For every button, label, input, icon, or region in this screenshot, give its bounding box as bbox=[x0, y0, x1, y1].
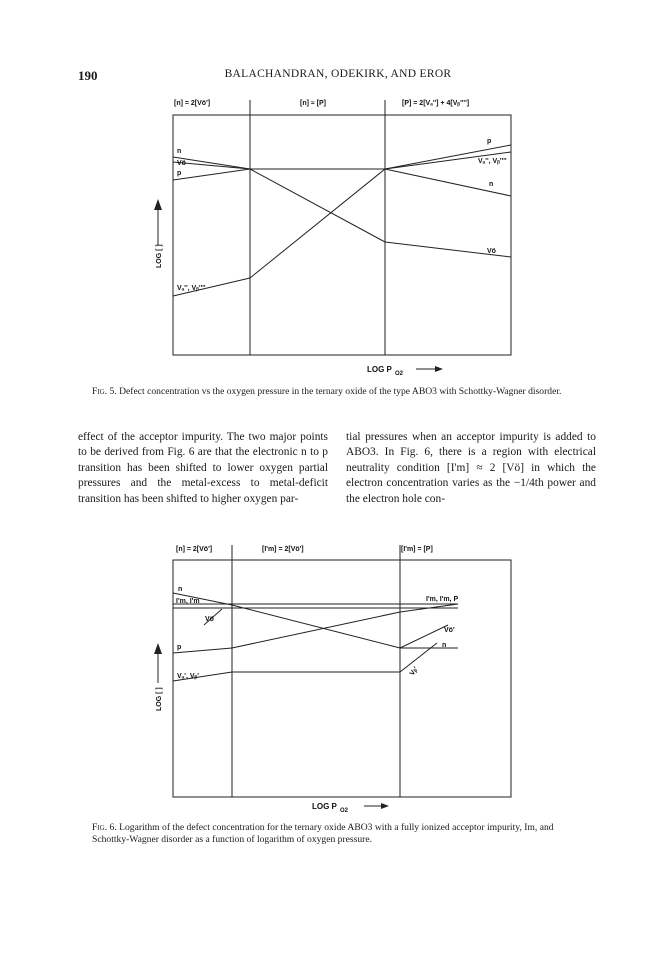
fig6-curve-label-vo-right: Vö' bbox=[444, 627, 455, 634]
fig5-frame bbox=[173, 115, 511, 355]
fig5-curve-label-va: Vₐ'', Vᵦ'''' bbox=[177, 285, 206, 292]
left-column-paragraph: effect of the acceptor impurity. The two major points to be derived from Fig. 6 are that the electronic n to p transition has been shifted to lower oxygen partial pressures and the metal-excess to metal-deficit transition has been shifted to higher oxygen par- bbox=[78, 431, 328, 505]
fig5-region-label-3: [P] = 2[Vₐ''] + 4[Vᵦ''''] bbox=[402, 100, 470, 107]
fig6-region-label-1: [n] = 2[Vö'] bbox=[176, 546, 213, 553]
fig5-region-label-1: [n] = 2[Vö'] bbox=[174, 100, 211, 107]
fig5-caption-text: Defect concentration vs the oxygen pressure in the ternary oxide of the type ABO3 with Schottky-Wagner disorder. bbox=[119, 386, 562, 397]
fig6-frame bbox=[173, 560, 511, 797]
fig6-curve-label-vb-right: Vᵦ' bbox=[408, 665, 420, 678]
fig6-region-label-2: [I'm] = 2[Vö'] bbox=[262, 546, 304, 553]
fig5-curve-va-mid bbox=[250, 169, 385, 278]
fig6-curve-label-n-right: n bbox=[442, 642, 447, 649]
fig5-curve-label-p-right: p bbox=[487, 138, 492, 145]
fig6-x-arrow-head bbox=[381, 803, 389, 809]
figure-5-diagram bbox=[0, 96, 672, 386]
fig6-caption-text: Logarithm of the defect concentration for the ternary oxide ABO3 with a fully ionized acceptor impurity, Im, and Schottky-Wagner disorder as a function of logarithm of oxygen pressure. bbox=[92, 822, 554, 845]
fig6-curve-label-im: I'm, I'm bbox=[176, 598, 200, 605]
fig6-curve-label-vo: Vö bbox=[205, 616, 214, 623]
fig5-y-arrow-head bbox=[154, 199, 162, 210]
fig6-curve-label-im-right: I'm, I'm, P bbox=[426, 596, 459, 603]
fig6-curve-va-right bbox=[400, 643, 437, 672]
fig5-region-label-2: [n] ≈ [P] bbox=[300, 100, 327, 107]
fig5-curve-p-right bbox=[385, 145, 511, 169]
fig5-curve-label-vo-right: Vö bbox=[487, 248, 496, 255]
fig6-region-label-3: [I'm] = [P] bbox=[401, 546, 433, 553]
fig5-x-axis-label: LOG P bbox=[367, 365, 392, 374]
fig5-curve-n-mid bbox=[250, 169, 385, 242]
text-column-left bbox=[78, 430, 328, 507]
figure-6-diagram bbox=[0, 540, 672, 815]
fig5-curve-label-p: p bbox=[177, 170, 182, 177]
fig5-caption-label: Fig. 5. bbox=[92, 386, 117, 397]
fig6-x-axis-label: LOG P bbox=[312, 802, 337, 811]
fig5-curve-p-left bbox=[173, 169, 250, 180]
fig6-curve-vo-right bbox=[400, 625, 448, 648]
running-title: BALACHANDRAN, ODEKIRK, AND EROR bbox=[224, 68, 452, 80]
fig5-curve-label-vo: Vö bbox=[177, 160, 186, 167]
fig6-curve-label-p: p bbox=[177, 644, 182, 651]
figure-5-caption bbox=[92, 386, 592, 398]
fig6-x-axis-subscript: O2 bbox=[340, 808, 349, 814]
body-text bbox=[78, 430, 596, 530]
fig5-x-axis-subscript: O2 bbox=[395, 371, 404, 377]
fig5-curve-label-n: n bbox=[177, 148, 182, 155]
fig6-curve-label-va: Vₐ', Vᵦ' bbox=[177, 673, 199, 680]
figure-6-caption bbox=[92, 822, 592, 846]
fig5-y-axis-label: LOG [ ] bbox=[156, 244, 163, 268]
running-header bbox=[78, 68, 598, 84]
fig6-caption-label: Fig. 6. bbox=[92, 822, 117, 833]
fig6-curve-n-mid bbox=[232, 605, 400, 648]
fig6-curve-p-left bbox=[173, 648, 232, 653]
page-number: 190 bbox=[78, 68, 98, 83]
fig6-curve-p-mid bbox=[232, 612, 400, 648]
text-column-right bbox=[346, 430, 596, 507]
fig6-y-axis-label: LOG [ ] bbox=[156, 687, 163, 711]
fig6-y-arrow-head bbox=[154, 643, 162, 654]
fig6-curve-label-n: n bbox=[178, 586, 183, 593]
fig5-curve-label-n-right: n bbox=[489, 181, 494, 188]
right-column-paragraph: tial pressures when an acceptor impurity is added to ABO3. In Fig. 6, there is a region with electrical neutrality condition [I'm] ≈ 2 [Vö] in which the electron concentration varies as the −1/4th power and the electron hole con- bbox=[346, 431, 596, 505]
fig5-x-arrow-head bbox=[435, 366, 443, 372]
fig5-curve-label-va-right: Vₐ'', Vᵦ'''' bbox=[478, 158, 507, 165]
